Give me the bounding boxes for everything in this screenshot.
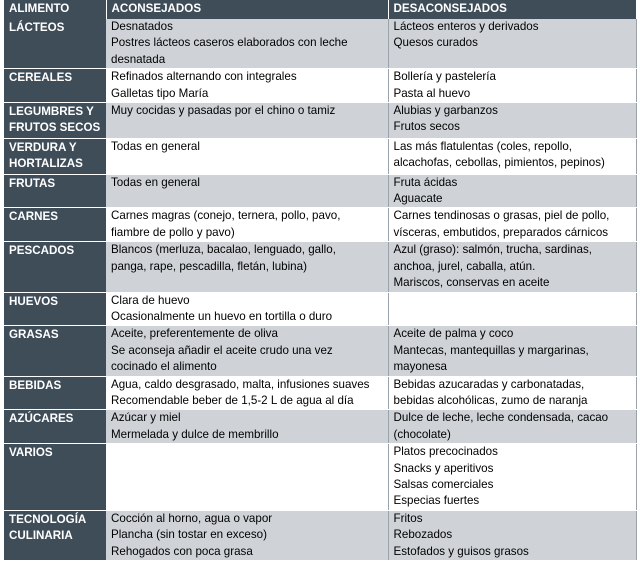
- recommended-cell: [106, 510, 388, 560]
- recommended-cell-line: Se aconseja añadir el aceite crudo una vez: [111, 343, 333, 357]
- food-cell: [4, 174, 106, 208]
- not-recommended-cell-line: Alubias y garbanzos: [393, 104, 498, 118]
- food-cell: [4, 242, 106, 292]
- recommended-cell: [106, 410, 388, 444]
- not-recommended-cell-line: alcachofas, cebollas, pimientos, pepinos): [393, 156, 605, 170]
- not-recommended-cell: [388, 69, 636, 103]
- not-recommended-cell-line: Bollería y pastelería: [393, 70, 496, 84]
- not-recommended-cell: [388, 242, 636, 292]
- food-cell-line: HORTALIZAS: [9, 157, 83, 171]
- not-recommended-cell-line: Snacks y aperitivos: [393, 461, 494, 475]
- recommended-cell: [106, 174, 388, 208]
- not-recommended-cell: [388, 138, 636, 174]
- recommended-cell: [106, 103, 388, 139]
- recommended-cell-line: Ocasionalmente un huevo en tortilla o duro: [111, 309, 333, 323]
- not-recommended-cell-line: vísceras, embutidos, preparados cárnicos: [393, 225, 609, 239]
- not-recommended-cell-line: Frutos secos: [393, 120, 460, 134]
- table-row: [4, 174, 636, 208]
- recommended-cell-line: Blancos (merluza, bacalao, lenguado, gallo,: [111, 243, 336, 257]
- not-recommended-cell-line: bebidas alcohólicas, zumo de naranja: [393, 393, 588, 407]
- food-cell: [4, 208, 106, 242]
- not-recommended-cell-line: Pasta al huevo: [393, 86, 471, 100]
- recommended-cell: [106, 208, 388, 242]
- not-recommended-cell: [388, 174, 636, 208]
- not-recommended-cell-line: Estofados y guisos grasos: [393, 544, 529, 558]
- not-recommended-cell-line: Fruta ácidas: [393, 175, 458, 189]
- not-recommended-cell: [388, 103, 636, 139]
- not-recommended-cell-line: Aceite de palma y coco: [393, 327, 514, 341]
- food-cell: [4, 69, 106, 103]
- not-recommended-cell-line: Carnes tendinosas o grasas, piel de pollo,: [393, 209, 610, 223]
- recommended-cell-line: desnatada: [111, 52, 166, 66]
- not-recommended-cell: [388, 19, 636, 69]
- food-cell-line: VARIOS: [9, 446, 53, 460]
- food-cell-line: VERDURA Y: [9, 140, 77, 154]
- food-cell-line: CARNES: [9, 210, 58, 224]
- table-row: [4, 19, 636, 69]
- recommended-cell: [106, 138, 388, 174]
- food-cell-line: PESCADOS: [9, 244, 75, 258]
- food-cell-line: FRUTOS SECOS: [9, 121, 101, 135]
- not-recommended-cell: [388, 292, 636, 326]
- not-recommended-cell: [388, 444, 636, 511]
- recommended-cell: [106, 444, 388, 511]
- food-cell-line: AZÚCARES: [9, 412, 74, 426]
- not-recommended-cell-line: Especias fuertes: [393, 494, 480, 508]
- food-cell-line: BEBIDAS: [9, 378, 62, 392]
- food-cell: [4, 138, 106, 174]
- not-recommended-cell-line: anchoa, jurel, caballa, atún.: [393, 259, 536, 273]
- table-row: [4, 410, 636, 444]
- recommended-cell-line: panga, rape, pescadilla, fletán, lubina): [111, 259, 307, 273]
- food-cell-line: LÁCTEOS: [9, 21, 65, 34]
- not-recommended-cell-line: Salsas comerciales: [393, 477, 494, 491]
- diet-table: [4, 0, 637, 561]
- recommended-cell-line: Mermelada y dulce de membrillo: [111, 427, 279, 441]
- table-row: [4, 208, 636, 242]
- recommended-cell-line: Rehogados con poca grasa: [111, 544, 253, 558]
- not-recommended-cell-line: Mariscos, conservas en aceite: [393, 276, 550, 290]
- food-cell-line: CULINARIA: [9, 529, 73, 543]
- recommended-cell-line: Clara de huevo: [111, 293, 190, 307]
- recommended-cell-line: Cocción al horno, agua o vapor: [111, 511, 273, 525]
- not-recommended-cell-line: mayonesa: [393, 360, 447, 374]
- not-recommended-cell: [388, 410, 636, 444]
- food-cell: [4, 103, 106, 139]
- recommended-cell-line: fiambre de pollo y pavo): [111, 225, 235, 239]
- table-row: [4, 103, 636, 139]
- food-cell-line: HUEVOS: [9, 294, 58, 308]
- food-cell: [4, 444, 106, 511]
- table-row: [4, 326, 636, 376]
- not-recommended-cell: [388, 510, 636, 560]
- recommended-cell: [106, 242, 388, 292]
- recommended-cell-line: Galletas tipo María: [111, 86, 209, 100]
- table-row: [4, 138, 636, 174]
- header-row: [4, 0, 636, 19]
- recommended-cell: [106, 19, 388, 69]
- not-recommended-cell: [388, 326, 636, 376]
- recommended-cell: [106, 326, 388, 376]
- food-cell-line: TECNOLOGÍA: [9, 512, 87, 526]
- not-recommended-cell: [388, 208, 636, 242]
- recommended-cell-line: Plancha (sin tostar en exceso): [111, 528, 267, 542]
- not-recommended-cell-line: Bebidas azucaradas y carbonatadas,: [393, 377, 585, 391]
- recommended-cell-line: Aceite, preferentemente de oliva: [111, 327, 278, 341]
- recommended-cell-line: Desnatados: [111, 20, 173, 33]
- recommended-cell: [106, 292, 388, 326]
- not-recommended-cell-line: Quesos curados: [393, 36, 478, 50]
- recommended-cell-line: Todas en general: [111, 139, 200, 153]
- recommended-cell: [106, 376, 388, 410]
- recommended-cell-line: cocinado el alimento: [111, 360, 217, 374]
- table-row: [4, 242, 636, 292]
- header-recommended: ACONSEJADOS: [106, 0, 388, 19]
- food-cell: [4, 510, 106, 560]
- not-recommended-cell: [388, 376, 636, 410]
- table-row: [4, 376, 636, 410]
- not-recommended-cell-line: Fritos: [393, 511, 423, 525]
- recommended-cell: [106, 69, 388, 103]
- food-cell-line: GRASAS: [9, 328, 59, 342]
- recommended-cell-line: Azúcar y miel: [111, 411, 181, 425]
- not-recommended-cell-line: (chocolate): [393, 427, 451, 441]
- recommended-cell-line: Muy cocidas y pasadas por el chino o tamiz: [111, 104, 336, 118]
- recommended-cell-line: Postres lácteos caseros elaborados con leche: [111, 36, 348, 50]
- not-recommended-cell-line: Azul (graso): salmón, trucha, sardinas,: [393, 243, 592, 257]
- recommended-cell-line: Carnes magras (conejo, ternera, pollo, pavo,: [111, 209, 341, 223]
- not-recommended-cell-line: Dulce de leche, leche condensada, cacao: [393, 411, 609, 425]
- food-cell: [4, 292, 106, 326]
- table-row: [4, 69, 636, 103]
- recommended-cell-line: Agua, caldo desgrasado, malta, infusiones suaves: [111, 377, 370, 391]
- not-recommended-cell-line: Mantecas, mantequillas y margarinas,: [393, 343, 589, 357]
- food-cell-line: CEREALES: [9, 71, 73, 85]
- table-row: [4, 510, 636, 560]
- not-recommended-cell-line: Rebozados: [393, 528, 453, 542]
- table-row: [4, 444, 636, 511]
- food-cell: [4, 326, 106, 376]
- header-food: ALIMENTO: [4, 0, 106, 19]
- recommended-cell-line: Todas en general: [111, 175, 200, 189]
- not-recommended-cell-line: Lácteos enteros y derivados: [393, 20, 539, 33]
- food-cell: [4, 376, 106, 410]
- not-recommended-cell-line: Platos precocinados: [393, 445, 498, 459]
- table-row: [4, 292, 636, 326]
- food-cell-line: LEGUMBRES Y: [9, 105, 94, 119]
- not-recommended-cell-line: Aguacate: [393, 192, 443, 206]
- food-cell: [4, 410, 106, 444]
- header-not-recommended: DESACONSEJADOS: [388, 0, 636, 19]
- recommended-cell-line: Refinados alternando con integrales: [111, 70, 297, 84]
- food-cell-line: FRUTAS: [9, 176, 56, 190]
- not-recommended-cell-line: Las más flatulentas (coles, repollo,: [393, 139, 573, 153]
- food-cell: [4, 19, 106, 69]
- recommended-cell-line: Recomendable beber de 1,5-2 L de agua al día: [111, 393, 354, 407]
